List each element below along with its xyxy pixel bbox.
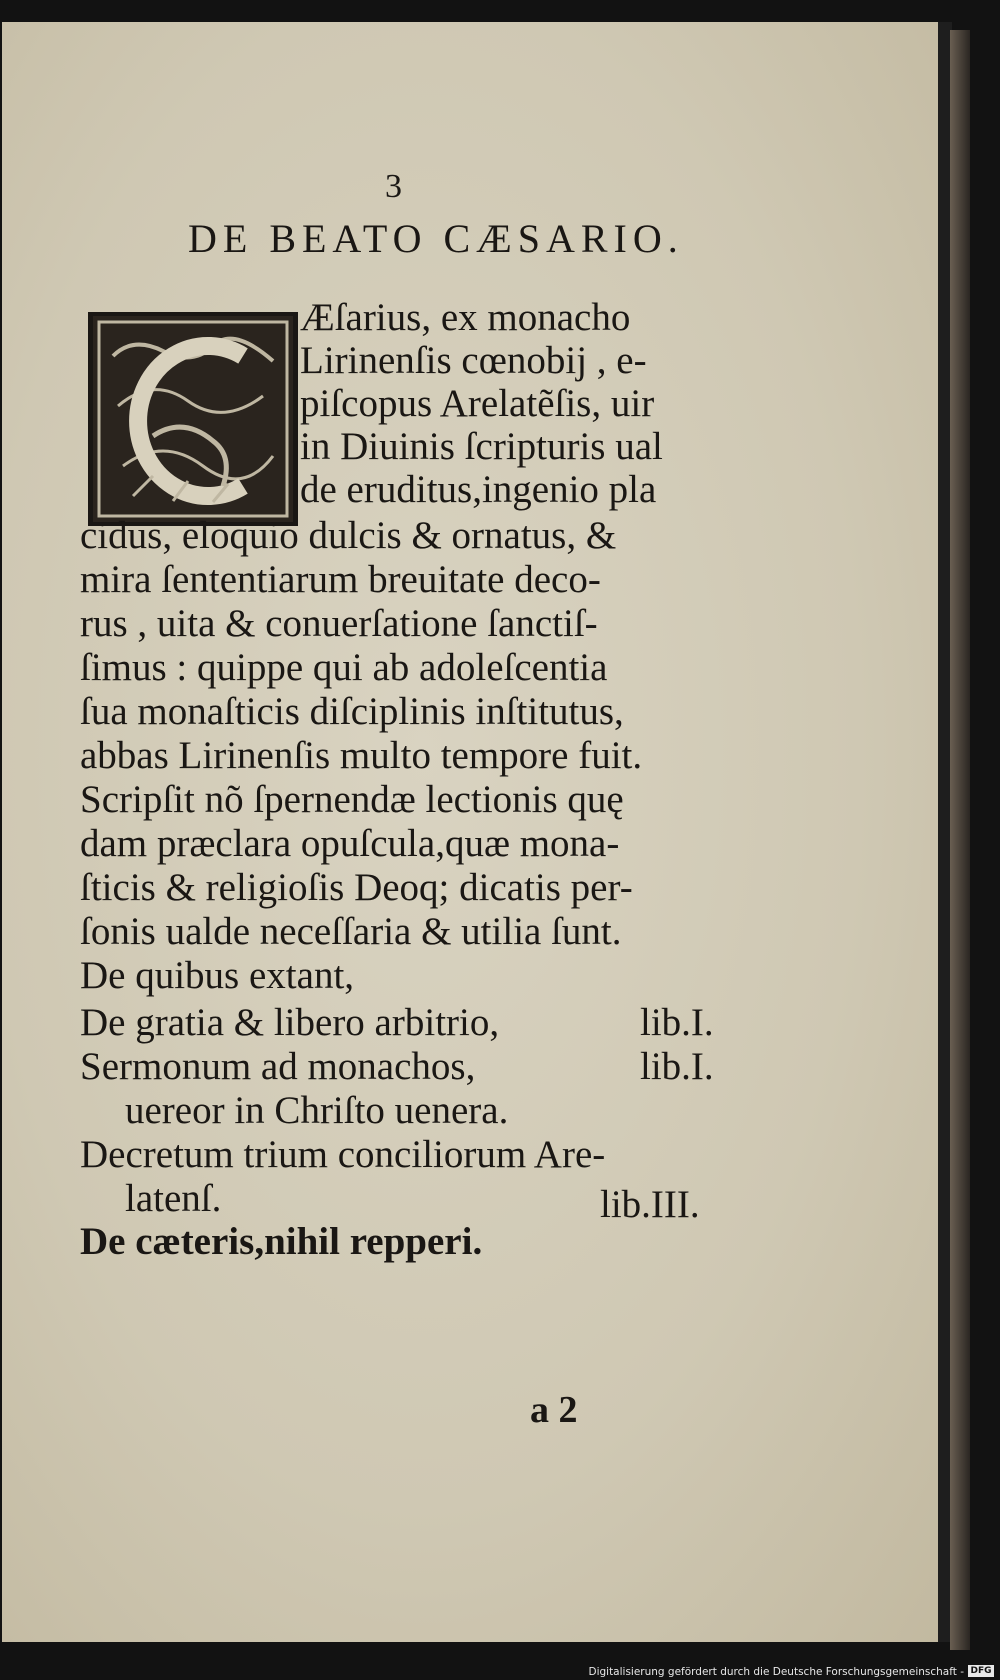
footer-credit: Digitalisierung gefördert durch die Deutsche Forschungsgemeinschaft - bbox=[588, 1666, 964, 1678]
body-line-9: ſimus : quippe qui ab adoleſcentia bbox=[80, 646, 608, 689]
body-line-5: de eruditus,ingenio pla bbox=[300, 468, 657, 511]
work-book-5: lib.III. bbox=[600, 1183, 700, 1226]
body-line-6: cidus, eloquio dulcis & ornatus, & bbox=[80, 514, 617, 557]
body-line-11: abbas Lirinenſis multo tempore fuit. bbox=[80, 734, 643, 777]
work-title-2: Sermonum ad monachos, bbox=[80, 1045, 476, 1088]
body-line-13: dam præclara opuſcula,quæ mona- bbox=[80, 822, 620, 865]
body-line-4: in Diuinis ſcripturis ual bbox=[300, 425, 663, 468]
running-title: DE BEATO CÆSARIO. bbox=[188, 216, 684, 261]
woodcut-initial-illustration bbox=[92, 316, 294, 522]
page-number: 3 bbox=[385, 168, 402, 205]
closing-line: De cæteris,nihil repperi. bbox=[80, 1220, 483, 1263]
work-book-2: lib.I. bbox=[640, 1045, 714, 1088]
work-title-4: Decretum trium conciliorum Are- bbox=[80, 1133, 606, 1176]
body-line-8: rus , uita & conuerſatione ſanctiſ- bbox=[80, 602, 598, 645]
body-line-12: Scripſit nõ ſpernendæ lectionis quę bbox=[80, 778, 624, 821]
body-line-14: ſticis & religioſis Deoq; dicatis per- bbox=[80, 866, 633, 909]
body-line-15: ſonis ualde neceſſaria & utilia ſunt. bbox=[80, 910, 622, 953]
signature-mark: a 2 bbox=[530, 1389, 578, 1431]
body-line-2: Lirinenſis cœnobij , e- bbox=[300, 339, 647, 382]
body-line-7: mira ſententiarum breuitate deco- bbox=[80, 558, 601, 601]
body-line-16: De quibus extant, bbox=[80, 954, 355, 997]
page-edge bbox=[950, 30, 970, 1650]
work-book-1: lib.I. bbox=[640, 1001, 714, 1044]
body-line-1: Æſarius, ex monacho bbox=[300, 296, 631, 339]
body-line-3: piſcopus Arelatẽſis, uir bbox=[300, 382, 655, 425]
dfg-logo: DFG bbox=[968, 1665, 994, 1677]
body-line-10: ſua monaſticis diſciplinis inſtitutus, bbox=[80, 690, 624, 733]
work-title-5: latenſ. bbox=[125, 1177, 222, 1220]
work-title-1: De gratia & libero arbitrio, bbox=[80, 1001, 500, 1044]
work-title-3: uereor in Chriſto uenera. bbox=[125, 1089, 509, 1132]
decorated-initial-c bbox=[88, 312, 298, 526]
